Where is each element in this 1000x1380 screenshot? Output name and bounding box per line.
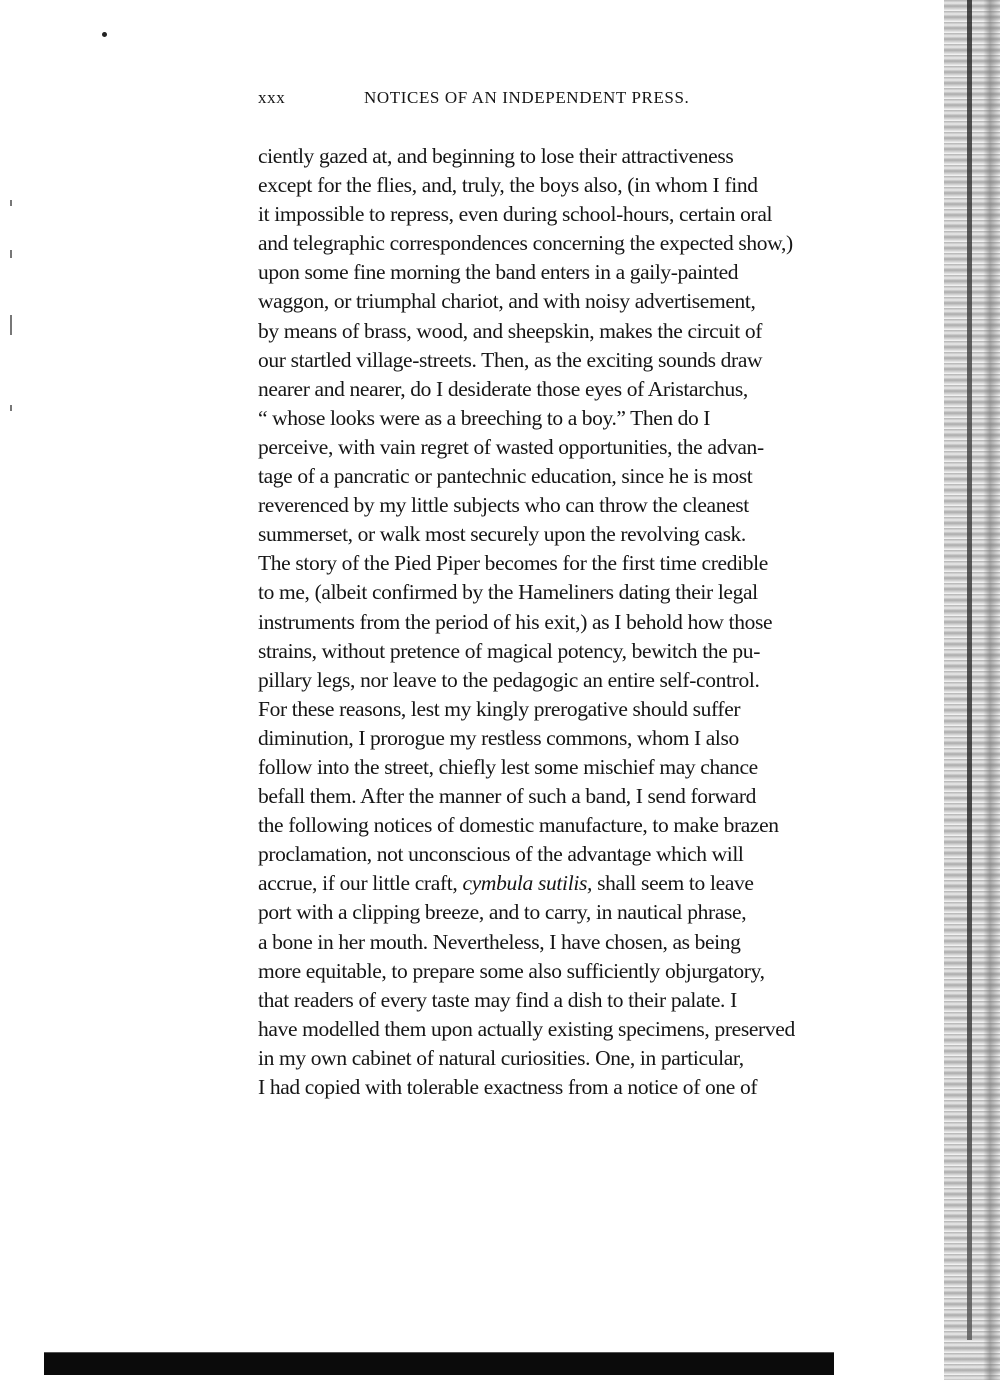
scan-bottom-bar <box>44 1352 834 1375</box>
margin-mark <box>10 200 12 206</box>
text-line: that readers of every taste may find a dish to their palate. I <box>258 987 737 1012</box>
text-line: nearer and nearer, do I desiderate those eyes of Aristarchus, <box>258 376 748 401</box>
page-edge-line <box>967 0 972 1340</box>
text-line: have modelled them upon actually existing specimens, preserved <box>258 1016 795 1041</box>
text-line: and telegraphic correspondences concerning the expected show,) <box>258 231 793 256</box>
text-line <box>258 869 878 898</box>
page-edge-shadow <box>944 0 1000 1380</box>
page-number: xxx <box>258 88 286 107</box>
text-line: summerset, or walk most securely upon the revolving cask. <box>258 522 746 547</box>
ink-speck <box>102 32 107 37</box>
text-line: befall them. After the manner of such a band, I send forward <box>258 784 756 809</box>
text-line: more equitable, to prepare some also sufficiently objurgatory, <box>258 958 765 983</box>
text-line: follow into the street, chiefly lest some mischief may chance <box>258 754 758 779</box>
text-line: upon some fine morning the band enters in a gaily-painted <box>258 260 739 285</box>
text-line: The story of the Pied Piper becomes for the first time credible <box>258 551 768 576</box>
text-line: to me, (albeit confirmed by the Hameliners dating their legal <box>258 580 758 605</box>
text-line: proclamation, not unconscious of the advantage which will <box>258 842 744 867</box>
margin-mark <box>10 315 12 335</box>
text-segment: shall seem to leave <box>592 871 754 896</box>
text-line: tage of a pancratic or pantechnic education, since he is most <box>258 464 753 489</box>
text-line: it impossible to repress, even during school-hours, certain oral <box>258 202 773 227</box>
text-line: For these reasons, lest my kingly prerogative should suffer <box>258 696 741 721</box>
text-line: ciently gazed at, and beginning to lose their attractiveness <box>258 144 734 168</box>
text-line: except for the flies, and, truly, the boys also, (in whom I find <box>258 173 758 198</box>
text-line: reverenced by my little subjects who can throw the cleanest <box>258 493 749 518</box>
text-line: I had copied with tolerable exactness from a notice of one of <box>258 1075 758 1099</box>
text-line: waggon, or triumphal chariot, and with noisy advertisement, <box>258 289 756 314</box>
margin-mark <box>10 405 12 411</box>
text-line: in my own cabinet of natural curiosities. One, in particular, <box>258 1045 744 1070</box>
margin-mark <box>10 250 12 258</box>
text-line: by means of brass, wood, and sheepskin, makes the circuit of <box>258 318 763 343</box>
text-line: the following notices of domestic manufacture, to make brazen <box>258 813 779 838</box>
text-line: strains, without pretence of magical potency, bewitch the pu- <box>258 638 760 663</box>
running-title: NOTICES OF AN INDEPENDENT PRESS. <box>364 88 690 107</box>
text-line: diminution, I prorogue my restless commons, whom I also <box>258 725 739 750</box>
text-segment: accrue, if our little craft, <box>258 871 463 896</box>
text-line: perceive, with vain regret of wasted opportunities, the advan- <box>258 434 764 459</box>
text-line: port with a clipping breeze, and to carry, in nautical phrase, <box>258 900 747 925</box>
body-text <box>258 142 878 1102</box>
text-line: instruments from the period of his exit,) as I behold how those <box>258 609 773 634</box>
text-line: pillary legs, nor leave to the pedagogic an entire self-control. <box>258 667 760 692</box>
italic-phrase: cymbula sutilis, <box>462 871 593 896</box>
running-head <box>258 88 858 112</box>
text-line: a bone in her mouth. Nevertheless, I have chosen, as being <box>258 929 741 954</box>
text-line: “ whose looks were as a breeching to a boy.” Then do I <box>258 405 711 430</box>
text-line: our startled village-streets. Then, as the exciting sounds draw <box>258 347 763 372</box>
